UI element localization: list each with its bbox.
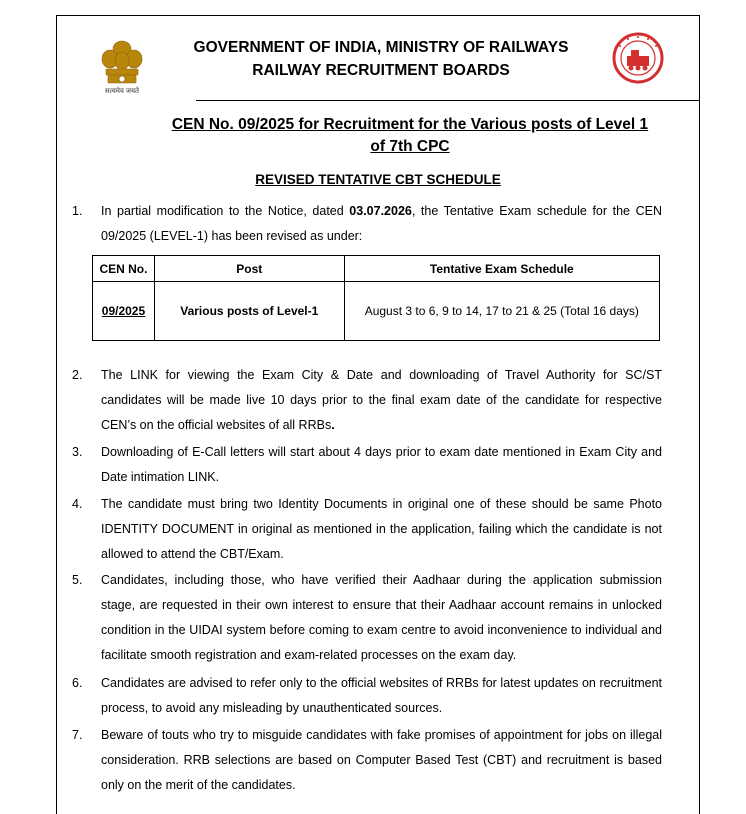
item-text-body: The LINK for viewing the Exam City & Date and downloading of Travel Authority for SC/ST candidates will be made live 10 days prior to the final exam date of the candidate for respective CEN’s on the official websites of all RRBs — [101, 368, 662, 432]
item-number: 6. — [72, 676, 83, 690]
column-header-post: Post — [154, 256, 344, 282]
list-item-2 — [72, 363, 662, 438]
item-text: Downloading of E-Call letters will start about 4 days prior to exam date mentioned in Exam City and Date intimation LINK. — [101, 445, 662, 484]
emblem-motto: सत्यमेव जयते — [104, 88, 140, 95]
item-text: Candidates are advised to refer only to the official websites of RRBs for latest updates on recruitment process, to avoid any misleading by unauthenticated sources. — [101, 676, 662, 715]
schedule-table — [92, 255, 660, 341]
column-header-schedule: Tentative Exam Schedule — [344, 256, 659, 282]
notice-title — [150, 114, 670, 158]
item-number: 7. — [72, 728, 83, 742]
column-header-cen: CEN No. — [93, 256, 155, 282]
post-name: Various posts of Level-1 — [180, 304, 319, 318]
item-text-pre: In partial modification to the Notice, dated — [101, 204, 350, 218]
cen-number: 09/2025 — [101, 304, 146, 318]
header-divider — [196, 100, 700, 101]
indian-railways-logo-icon — [612, 32, 664, 84]
list-item-1 — [72, 199, 662, 249]
table-header-row — [93, 256, 660, 282]
item-text-post: , the Tentative Exam schedule for the CEN 09/2025 (LEVEL-1) has been revised as under: — [101, 204, 662, 243]
header-boards: RAILWAY RECRUITMENT BOARDS — [252, 62, 510, 79]
item-text: Candidates, including those, who have verified their Aadhaar during the application submission stage, are requested in their own interest to ensure that their Aadhaar account remains in unlocked condition in the UIDAI system before coming to exam centre to avoid inconvenience to individual and facilitate smooth registration and exam-related processes on the exam day. — [101, 573, 662, 662]
notice-date: 03.07.2026 — [349, 204, 412, 218]
list-item-3 — [72, 440, 662, 490]
notice-title-line1: CEN No. 09/2025 for Recruitment for the Various posts of Level 1 — [171, 116, 649, 133]
list-item-4 — [72, 492, 662, 567]
item-text: The candidate must bring two Identity Documents in original one of these should be same Photo IDENTITY DOCUMENT in original as mentioned in the application, failing which the candidate is not allowed to attend the CBT/Exam. — [101, 497, 662, 561]
schedule-heading: REVISED TENTATIVE CBT SCHEDULE — [255, 172, 501, 187]
item-number: 5. — [72, 573, 83, 587]
item-number: 4. — [72, 497, 83, 511]
list-item-6 — [72, 671, 662, 721]
list-item-5 — [72, 568, 662, 668]
letterhead — [56, 15, 700, 101]
table-row — [93, 282, 660, 341]
item-text — [101, 363, 662, 438]
item-text: Beware of touts who try to misguide candidates with fake promises of appointment for jobs on illegal consideration. RRB selections are based on Computer Based Test (CBT) and recruitment is based only on the merit of the candidates. — [101, 728, 662, 792]
item-number: 2. — [72, 368, 83, 382]
item-text-tail: . — [331, 418, 335, 432]
cell-cen-no — [93, 282, 155, 341]
cell-schedule: August 3 to 6, 9 to 14, 17 to 21 & 25 (Total 16 days) — [344, 282, 659, 341]
item-number: 3. — [72, 445, 83, 459]
cell-post — [154, 282, 344, 341]
header-ministry: GOVERNMENT OF INDIA, MINISTRY OF RAILWAYS — [193, 39, 569, 56]
notice-title-line2: of 7th CPC — [370, 138, 450, 155]
item-text — [101, 199, 662, 249]
list-item-7 — [72, 723, 662, 798]
item-number: 1. — [72, 204, 83, 218]
